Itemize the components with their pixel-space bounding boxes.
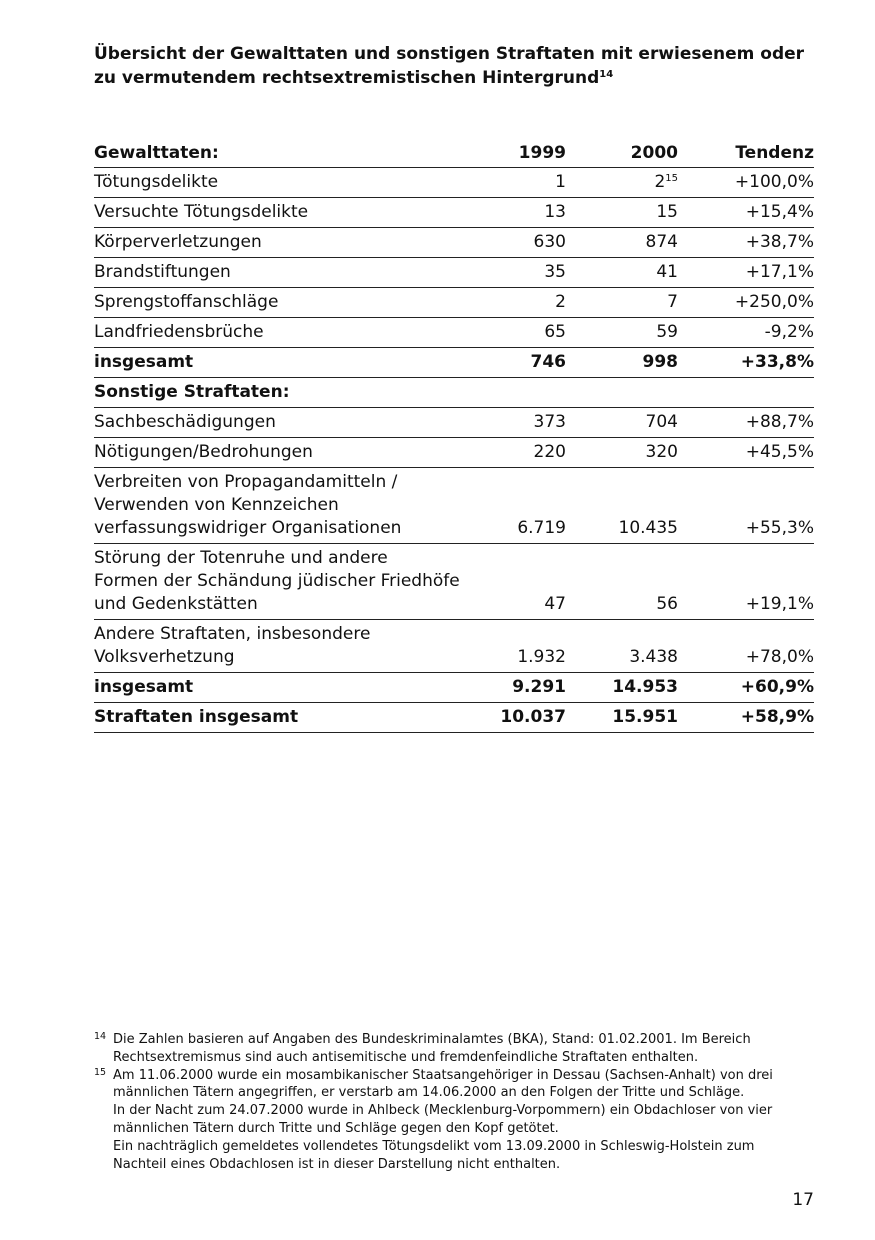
value-trend: +15,4% — [678, 198, 814, 228]
footnote-line: männlichen Tätern durch Tritte und Schläge gegen den Kopf getötet. — [113, 1120, 559, 1136]
grand-total-row — [94, 703, 814, 733]
row-label — [94, 168, 494, 198]
value-2000: 14.953 — [566, 673, 678, 703]
row-label-line: Tötungsdelikte — [94, 172, 219, 192]
table-row — [94, 544, 814, 620]
value-trend: -9,2% — [678, 318, 814, 348]
footnote-line: Am 11.06.2000 wurde ein mosambikanischer Staatsangehöriger in Dessau (Sachsen-Anhalt) von drei — [113, 1067, 773, 1083]
value-trend: +17,1% — [678, 258, 814, 288]
value-1999: 746 — [494, 348, 566, 378]
value-2000: 874 — [566, 228, 678, 258]
header-other-crimes: Sonstige Straftaten: — [94, 378, 494, 408]
value-2000: 59 — [566, 318, 678, 348]
value-trend: +38,7% — [678, 228, 814, 258]
value-1999: 6.719 — [494, 468, 566, 544]
row-label-line: und Gedenkstätten — [94, 594, 258, 614]
value-trend: +88,7% — [678, 408, 814, 438]
page-title-text: Übersicht der Gewalttaten und sonstigen Straftaten mit erwiesenem oder zu vermutendem rechtsextremistischen Hintergrund — [94, 44, 805, 88]
value-1999: 630 — [494, 228, 566, 258]
table-header-row — [94, 140, 814, 168]
row-label-line: Sprengstoffanschläge — [94, 292, 279, 312]
other-crimes-body — [94, 378, 814, 733]
value-2000: 56 — [566, 544, 678, 620]
footnote-line: Rechtsextremismus sind auch antisemitische und fremdenfeindliche Straftaten enthalten. — [113, 1049, 699, 1065]
value-trend: +19,1% — [678, 544, 814, 620]
footnote-line: Die Zahlen basieren auf Angaben des Bundeskriminalamtes (BKA), Stand: 01.02.2001. Im Bereich — [113, 1032, 751, 1047]
value-2000: 704 — [566, 408, 678, 438]
row-label-line: Versuchte Tötungsdelikte — [94, 202, 309, 222]
row-label-line: Körperverletzungen — [94, 232, 262, 252]
row-label-line: Sachbeschädigungen — [94, 412, 276, 432]
footnote-line: Nachteil eines Obdachlosen ist in dieser Darstellung nicht enthalten. — [113, 1156, 561, 1172]
page-title — [94, 42, 814, 90]
value-1999: 13 — [494, 198, 566, 228]
table-row — [94, 318, 814, 348]
value-trend: +60,9% — [678, 673, 814, 703]
value-trend: +45,5% — [678, 438, 814, 468]
row-label: insgesamt — [94, 673, 494, 703]
value-1999: 35 — [494, 258, 566, 288]
row-label — [94, 620, 494, 673]
table-row — [94, 288, 814, 318]
row-label-line: Volksverhetzung — [94, 647, 235, 667]
row-label-line: Brandstiftungen — [94, 262, 231, 282]
footnote-marker: 15 — [94, 1066, 107, 1078]
footnote-line: männlichen Tätern angegriffen, er verstarb am 14.06.2000 an den Folgen der Tritte und Schläge. — [113, 1085, 745, 1101]
row-label-line: Verwenden von Kennzeichen — [94, 495, 339, 515]
violent-total-row — [94, 348, 814, 378]
value-2000: 3.438 — [566, 620, 678, 673]
header-year-2000: 2000 — [630, 143, 678, 163]
value-1999: 2 — [494, 288, 566, 318]
value-2000: 41 — [566, 258, 678, 288]
row-label — [94, 468, 494, 544]
other-total-row — [94, 673, 814, 703]
value-trend: +250,0% — [678, 288, 814, 318]
row-label — [94, 438, 494, 468]
table-row — [94, 468, 814, 544]
value-2000: 15 — [566, 198, 678, 228]
row-label — [94, 544, 494, 620]
statistics-table — [94, 140, 814, 733]
row-label-line: Formen der Schändung jüdischer Friedhöfe — [94, 571, 460, 591]
footnote-15 — [94, 1067, 814, 1174]
row-label: insgesamt — [94, 348, 494, 378]
row-label — [94, 318, 494, 348]
value-2000: 10.435 — [566, 468, 678, 544]
footnote-line: Ein nachträglich gemeldetes vollendetes Tötungsdelikt vom 13.09.2000 in Schleswig-Holstein zum — [113, 1138, 755, 1154]
row-label — [94, 198, 494, 228]
header-violent-crimes: Gewalttaten: — [94, 143, 219, 163]
footnote-line: In der Nacht zum 24.07.2000 wurde in Ahlbeck (Mecklenburg-Vorpommern) ein Obdachloser von vier — [113, 1103, 773, 1119]
table-row — [94, 198, 814, 228]
header-year-1999: 1999 — [518, 143, 566, 163]
table-row — [94, 168, 814, 198]
row-label: Straftaten insgesamt — [94, 703, 494, 733]
page-number: 17 — [792, 1190, 814, 1210]
footnotes — [94, 1031, 814, 1173]
value-trend: +55,3% — [678, 468, 814, 544]
footnote-14 — [94, 1031, 814, 1067]
value-trend: +78,0% — [678, 620, 814, 673]
row-label-line: Andere Straftaten, insbesondere — [94, 624, 371, 644]
table-row — [94, 438, 814, 468]
value-2000: 7 — [566, 288, 678, 318]
value-2000-number: 2 — [654, 172, 666, 192]
row-label-line: Störung der Totenruhe und andere — [94, 548, 388, 568]
value-trend: +100,0% — [678, 168, 814, 198]
value-1999: 1 — [494, 168, 566, 198]
value-1999: 220 — [494, 438, 566, 468]
value-1999: 373 — [494, 408, 566, 438]
title-footnote-ref: 14 — [599, 69, 614, 80]
value-1999: 47 — [494, 544, 566, 620]
other-crimes-header-row — [94, 378, 814, 408]
table-row — [94, 620, 814, 673]
value-2000: 998 — [566, 348, 678, 378]
value-1999: 10.037 — [494, 703, 566, 733]
row-label — [94, 408, 494, 438]
value-2000: 320 — [566, 438, 678, 468]
row-label-line: Verbreiten von Propagandamitteln / — [94, 472, 398, 492]
value-2000: 15.951 — [566, 703, 678, 733]
header-trend: Tendenz — [735, 143, 814, 163]
table-row — [94, 258, 814, 288]
row-label — [94, 288, 494, 318]
value-1999: 9.291 — [494, 673, 566, 703]
value-2000 — [566, 168, 678, 198]
value-1999: 1.932 — [494, 620, 566, 673]
table-row — [94, 408, 814, 438]
footnote-marker: 14 — [94, 1031, 107, 1042]
footnote-ref-15: 15 — [665, 173, 678, 184]
violent-crimes-body — [94, 168, 814, 378]
row-label-line: verfassungswidriger Organisationen — [94, 518, 402, 538]
table-row — [94, 228, 814, 258]
row-label-line: Nötigungen/Bedrohungen — [94, 442, 313, 462]
row-label — [94, 258, 494, 288]
row-label — [94, 228, 494, 258]
value-trend: +58,9% — [678, 703, 814, 733]
row-label-line: Landfriedensbrüche — [94, 322, 264, 342]
value-trend: +33,8% — [678, 348, 814, 378]
value-1999: 65 — [494, 318, 566, 348]
